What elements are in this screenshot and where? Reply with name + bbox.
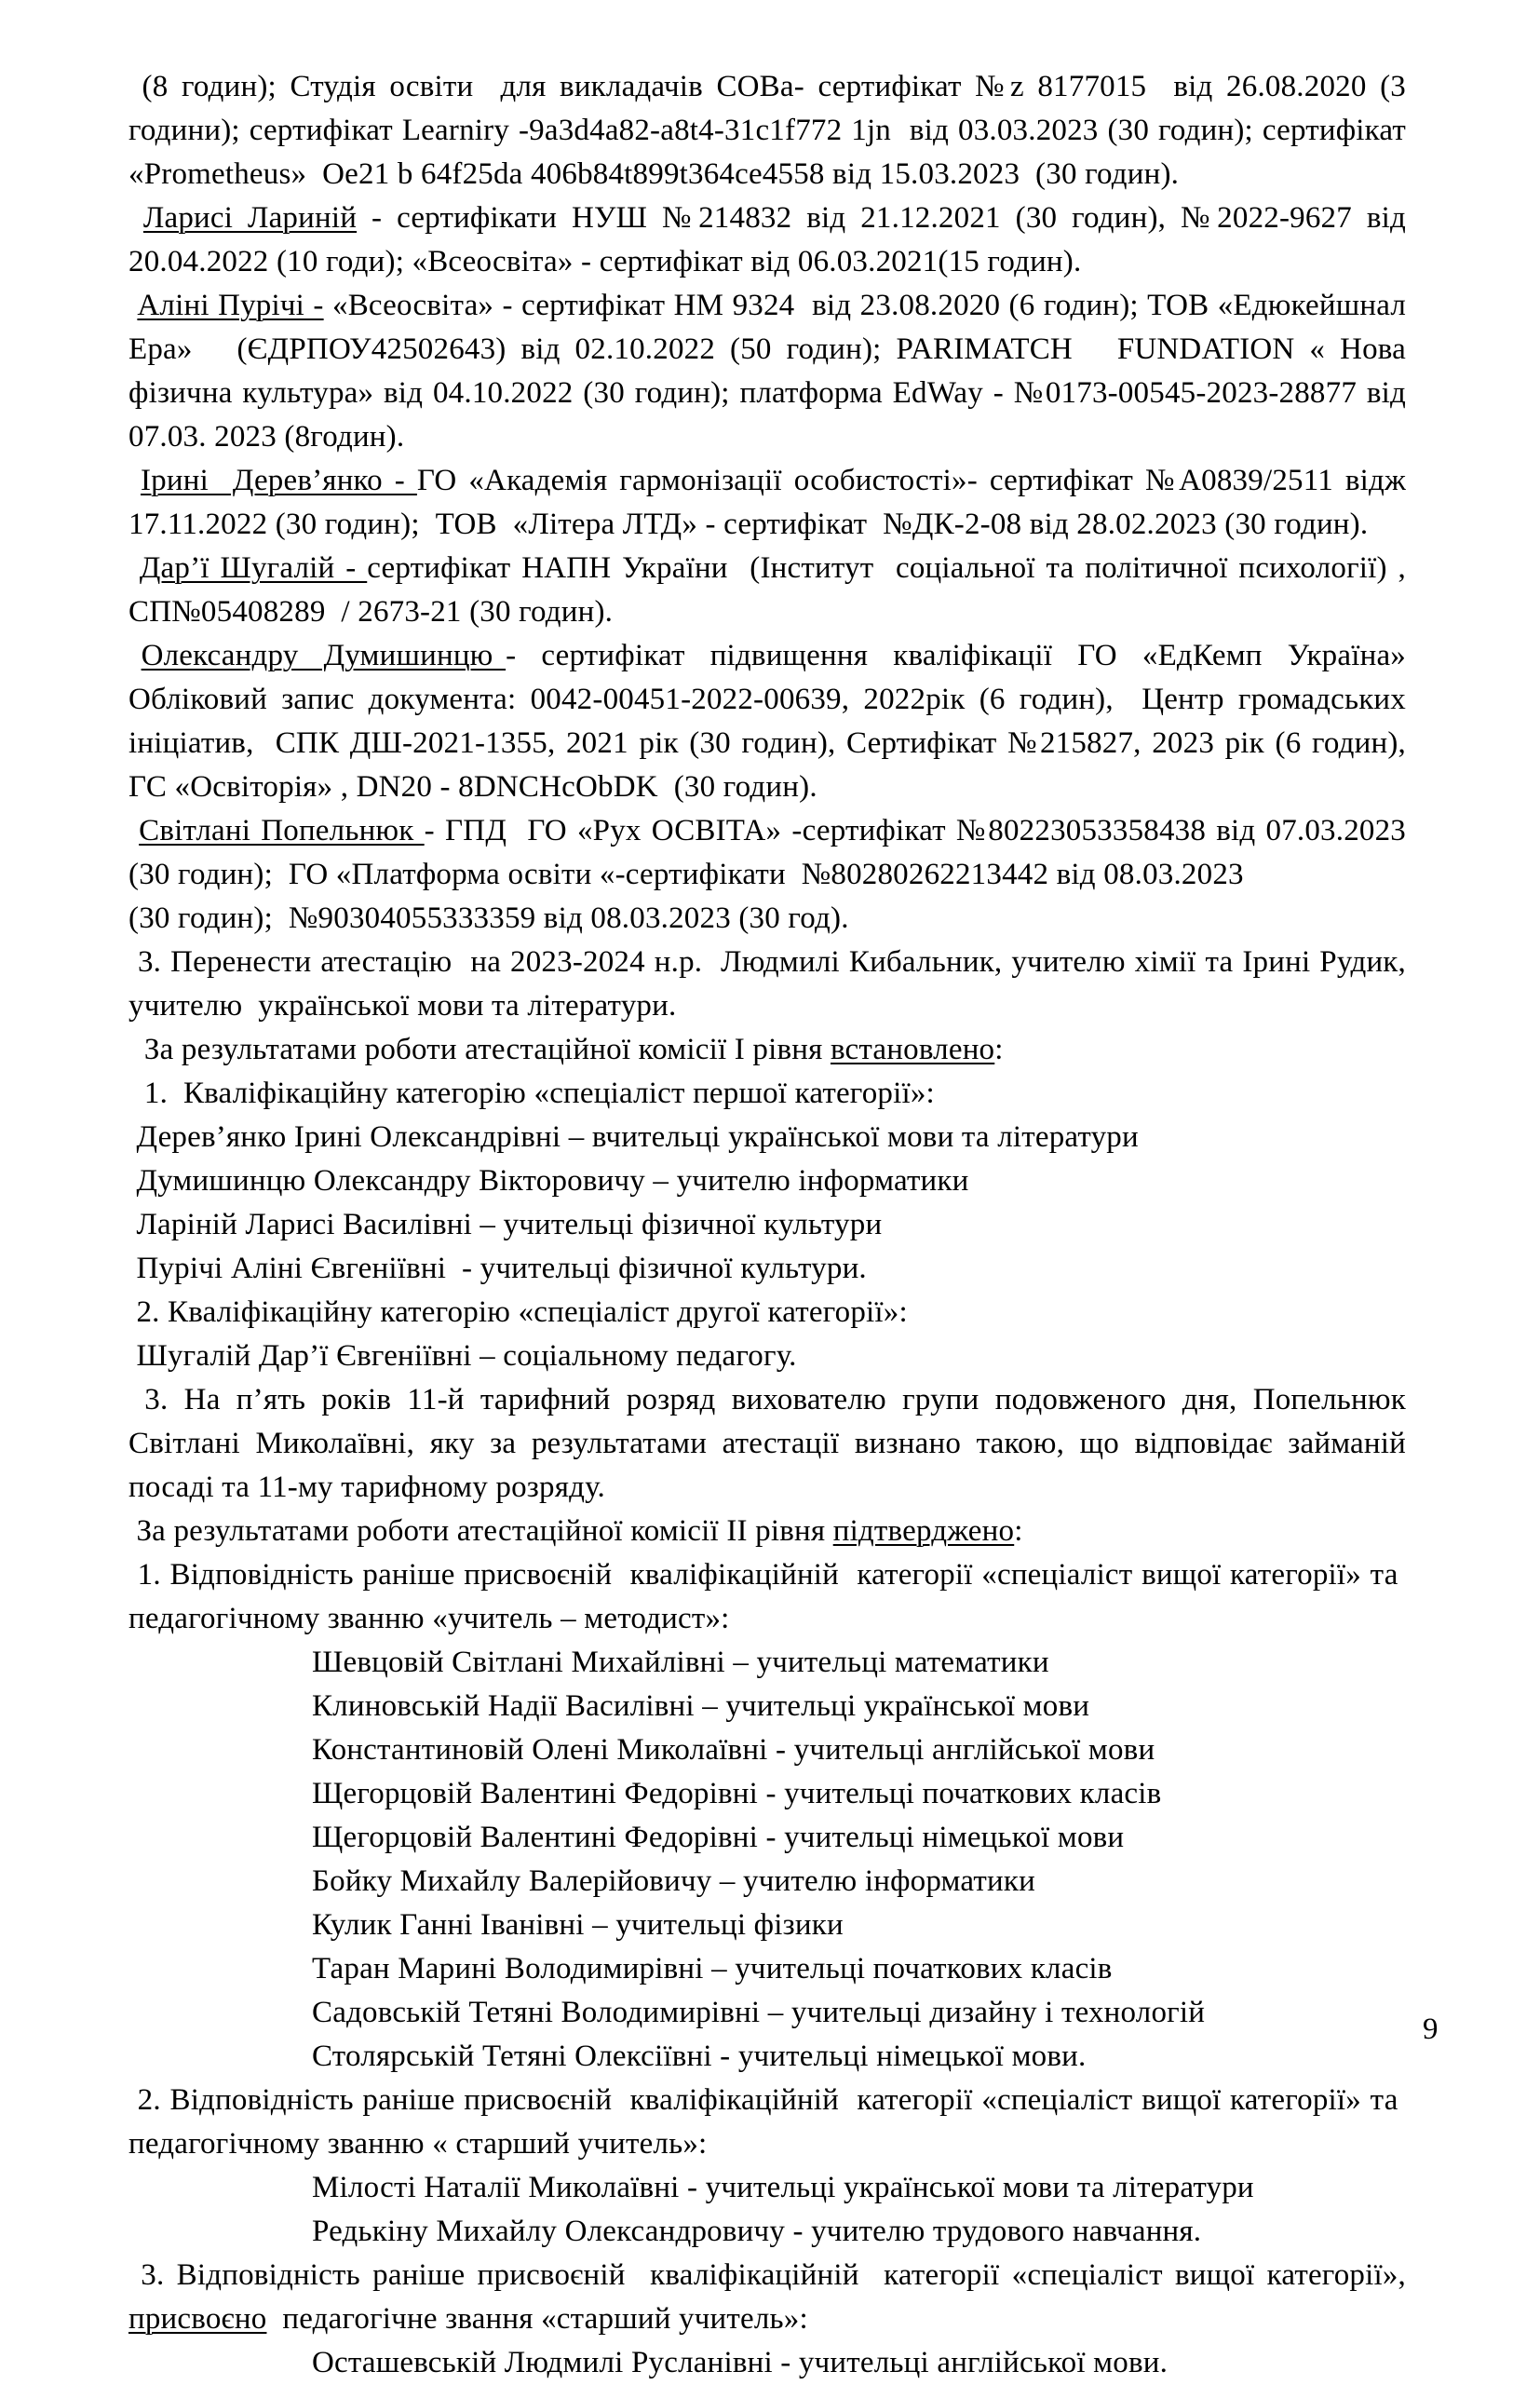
paragraph <box>128 1378 1406 1510</box>
text-run: Шугалій Дар’ї Євгеніївні – соціальному педагогу. <box>128 1339 797 1373</box>
text-run: Редькіну Михайлу Олександровичу - учителю трудового навчання. <box>312 2215 1202 2248</box>
paragraph <box>128 196 1406 284</box>
paragraph <box>128 1159 1406 1203</box>
text-run: (30 годин); №90304055333359 від 08.03.2023 (30 год). <box>128 901 849 935</box>
text-run: Осташевській Людмилі Русланівні - учительці англійської мови. <box>312 2346 1169 2379</box>
paragraph <box>128 1116 1406 1159</box>
text-run: 1. Кваліфікаційну категорію «спеціаліст першої категорії»: <box>128 1077 935 1110</box>
text-run: Клиновській Надії Василівні – учительці української мови <box>312 1689 1090 1723</box>
paragraph <box>128 1860 1406 1904</box>
paragraph <box>128 1510 1406 1553</box>
text-run: Кулик Ганні Іванівні – учительці фізики <box>312 1908 844 1942</box>
text-run: Садовській Тетяні Володимирівні – учительці дизайну і технологій <box>312 1996 1206 2029</box>
text-run: 2. Відповідність раніше присвоєній кваліфікаційній категорії «спеціаліст вищої категорії» та педагогічному званню « старший учитель»: <box>128 2083 1406 2161</box>
text-run: Щегорцовій Валентині Федорівні - учительці німецької мови <box>312 1821 1125 1854</box>
paragraph <box>128 1072 1406 1116</box>
paragraph <box>128 1772 1406 1816</box>
text-run: Думишинцю Олександру Вікторовичу – учителю інформатики <box>128 1164 969 1198</box>
paragraph <box>128 634 1406 809</box>
text-run: Щегорцовій Валентині Федорівні - учительці початкових класів <box>312 1777 1162 1810</box>
paragraph <box>128 2079 1406 2166</box>
paragraph <box>128 2210 1406 2254</box>
underlined-text: Ірині Дерев’янко - <box>140 464 417 497</box>
text-run <box>128 289 137 322</box>
text-run: - сертифікати НУШ №214832 від 21.12.2021 (30 годин), №2022-9627 від 20.04.2022 (10 годи); «Всеосвіта» - сертифікат від 06.03.2021(15 годин). <box>128 201 1406 278</box>
text-run: Таран Марині Володимирівні – учительці початкових класів <box>312 1952 1113 1985</box>
text-run: «Всеосвіта» - сертифікат НМ 9324 від 23.08.2020 (6 годин); ТОВ «Едюкейшнал Ера» (ЄДРПОУ42502643) від 02.10.2022 (50 годин); PARIMATCH FUNDATION « Нова фізична культура» від 04.10.2022 (30 годин); платформа EdWay - №0173-00545-2023-28877 від 07.03. 2023 (8годин). <box>128 289 1406 454</box>
text-run: Константиновій Олені Миколаївні - учительці англійської мови <box>312 1733 1155 1767</box>
paragraph <box>128 1947 1406 1991</box>
text-run: - сертифікат підвищення кваліфікації ГО «ЕдКемп Україна» Обліковий запис документа: 0042-00451-2022-00639, 2022рік (6 годин), Центр громадських ініціатив, СПК ДШ-2021-1355, 2021 рік (30 годин), Сертифікат №215827, 2023 рік (6 годин), ГС «Освіторія» , DN20 - 8DNCHcObDK (30 годин). <box>128 639 1407 804</box>
text-run <box>128 464 141 497</box>
paragraph <box>128 2254 1406 2341</box>
paragraph <box>128 1553 1406 1641</box>
text-run: За результатами роботи атестаційної комісії І рівня <box>128 1033 831 1066</box>
text-run: сертифікат НАПН України (Інститут соціальної та політичної психології) , СП№05408289 / 2673-21 (30 годин). <box>128 551 1406 629</box>
underlined-text: Олександру Думишинцю <box>141 639 507 672</box>
text-run: Пурічі Аліні Євгеніївні - учительці фізичної культури. <box>128 1252 867 1285</box>
paragraph <box>128 1641 1406 1685</box>
paragraph <box>128 2341 1406 2385</box>
paragraph <box>128 1335 1406 1378</box>
text-run: За результатами роботи атестаційної комісії ІІ рівня <box>128 1514 833 1548</box>
text-run: 3. Відповідність раніше присвоєній кваліфікаційній категорії «спеціаліст вищої категорії», <box>128 2258 1406 2292</box>
paragraph <box>128 1728 1406 1772</box>
text-run: 3. Перенести атестацію на 2023-2024 н.р. Людмилі Кибальник, учителю хімії та Ірині Рудик, учителю української мови та літератури. <box>128 945 1406 1023</box>
underlined-text: присвоєно <box>128 2302 267 2336</box>
paragraph <box>128 1904 1406 1947</box>
text-run: 3. На п’ять років 11-й тарифний розряд вихователю групи подовженого дня, Попельнюк Світлані Миколаївні, яку за результатами атестації визнано такою, що відповідає займаній посаді та 11-му тарифному розряду. <box>128 1383 1406 1504</box>
paragraph <box>128 1247 1406 1291</box>
text-run: Бойку Михайлу Валерійовичу – учителю інформатики <box>312 1864 1035 1898</box>
text-run <box>128 551 140 585</box>
text-run: ГО «Академія гармонізації особистості»- сертифікат №А0839/2511 відж 17.11.2022 (30 годин); ТОВ «Літера ЛТД» - сертифікат №ДК-2-08 від 28.02.2023 (30 годин). <box>128 464 1406 541</box>
text-run: 2. Кваліфікаційну категорію «спеціаліст другої категорії»: <box>128 1295 908 1329</box>
text-run: 1. Відповідність раніше присвоєній кваліфікаційній категорії «спеціаліст вищої категорії» та педагогічному званню «учитель – методист»: <box>128 1558 1406 1635</box>
paragraph <box>128 1991 1406 2035</box>
text-run: педагогічне звання «старший учитель»: <box>266 2302 808 2336</box>
paragraph <box>128 547 1406 634</box>
text-run <box>128 814 139 847</box>
paragraph <box>128 941 1406 1028</box>
underlined-text: Дар’ї Шугалій - <box>139 551 368 585</box>
underlined-text: встановлено <box>830 1033 995 1066</box>
text-run: : <box>994 1033 1004 1066</box>
text-run: Мілості Наталії Миколаївні - учительці української мови та літератури <box>312 2171 1254 2204</box>
text-run: Ларіній Ларисі Василівні – учительці фізичної культури <box>128 1208 883 1241</box>
paragraph <box>128 284 1406 459</box>
paragraph <box>128 65 1406 196</box>
underlined-text: Світлані Попельнюк <box>139 814 425 847</box>
paragraph <box>128 2035 1406 2079</box>
paragraph <box>128 809 1406 897</box>
underlined-text: Ларисі Лариній <box>142 201 358 235</box>
text-run: - ГПД ГО «Рух ОСВІТА» -сертифікат №80223053358438 від 07.03.2023 (30 годин); ГО «Платформа освіти «-сертифікати №80280262213442 від 08.03.2023 <box>128 814 1407 891</box>
text-run <box>128 639 142 672</box>
page-number: 9 <box>1423 2012 1439 2046</box>
paragraph <box>128 1028 1406 1072</box>
text-run <box>128 201 143 235</box>
underlined-text: підтверджено <box>832 1514 1015 1548</box>
paragraph <box>128 2166 1406 2210</box>
text-run: Столярській Тетяні Олексіївні - учительці німецької мови. <box>312 2039 1087 2073</box>
paragraph <box>128 1203 1406 1247</box>
paragraph <box>128 459 1406 547</box>
text-run: (8 годин); Студія освіти для викладачів СОВа- сертифікат №z 8177015 від 26.08.2020 (3 години); сертифікат Learniry -9a3d4a82-a8t4-31c1f772 1jn від 03.03.2023 (30 годин); сертифікат «Prometheus» Oe21 b 64f25da 406b84t899t364ce4558 від 15.03.2023 (30 годин). <box>128 70 1406 191</box>
text-run: : <box>1014 1514 1023 1548</box>
paragraph <box>128 1291 1406 1335</box>
paragraph <box>128 897 1406 941</box>
text-run: Дерев’янко Ірині Олександрівні – вчительці української мови та літератури <box>128 1120 1139 1154</box>
document-body <box>128 65 1406 2385</box>
underlined-text: Аліні Пурічі - <box>137 289 324 322</box>
paragraph <box>128 1685 1406 1728</box>
text-run: Шевцовій Світлані Михайлівні – учительці математики <box>312 1646 1049 1679</box>
paragraph <box>128 1816 1406 1860</box>
